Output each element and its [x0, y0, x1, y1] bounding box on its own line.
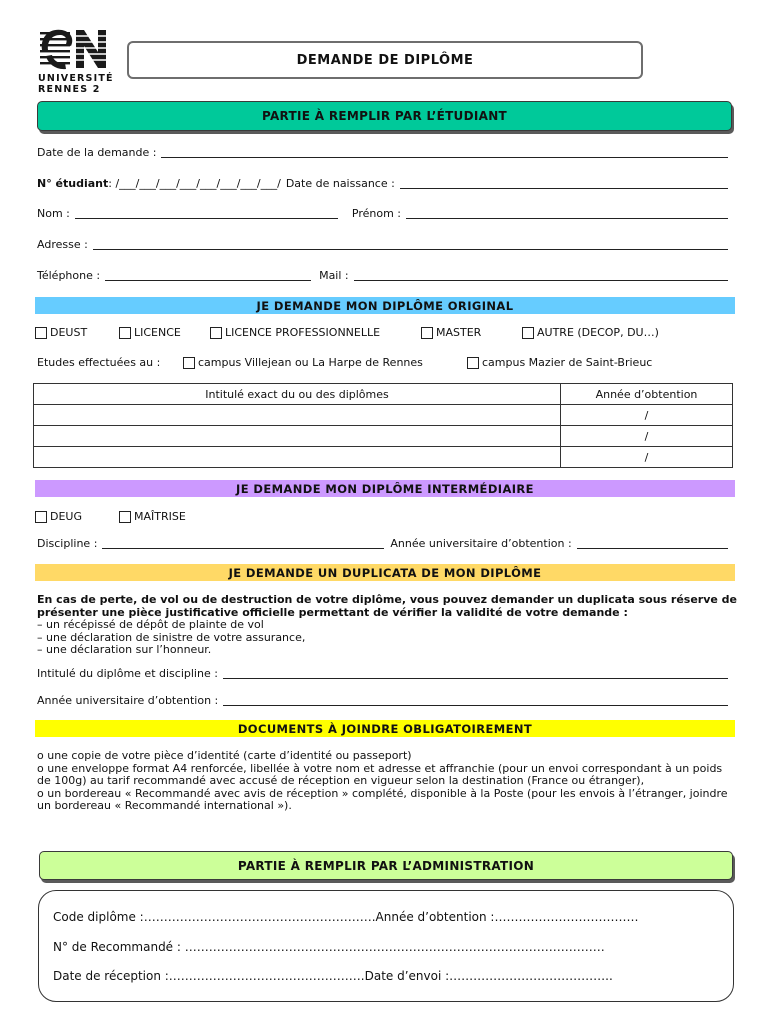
- mail-field[interactable]: [354, 280, 728, 281]
- checkbox[interactable]: [522, 327, 534, 339]
- duplicata-intitule-label: Intitulé du diplôme et discipline :: [37, 667, 218, 680]
- logo-line1: UNIVERSITÉ: [38, 73, 114, 84]
- duplicata-item: – un récépissé de dépôt de plainte de vol: [37, 618, 264, 632]
- document-item: o un bordereau « Recommandé avec avis de réception » complété, disponible à la Poste (pour les envois à l’étranger, joindre un bordereau « Recommandé international »).: [37, 786, 728, 813]
- checkbox[interactable]: [183, 357, 195, 369]
- table-cell-intitule[interactable]: [34, 405, 561, 426]
- table-header-row: [34, 384, 733, 405]
- discipline-field[interactable]: [102, 548, 384, 549]
- duplicata-intro: En cas de perte, de vol ou de destruction de votre diplôme, vous pouvez demander un duplicata sous réserve de présenter une pièce justificative officielle permettant de vérifier la validité de votre demande :: [37, 593, 738, 619]
- student-section-banner: PARTIE À REMPLIR PAR L’ÉTUDIANT: [37, 101, 732, 131]
- option-label: MASTER: [436, 326, 482, 339]
- duplicata-annee-label: Année universitaire d’obtention :: [37, 694, 219, 707]
- original-option-deust[interactable]: [35, 326, 87, 339]
- date-demande-field[interactable]: [37, 145, 730, 161]
- documents-band: DOCUMENTS À JOINDRE OBLIGATOIREMENT: [35, 720, 735, 737]
- duplicata-text: [37, 594, 737, 657]
- duplicata-band: JE DEMANDE UN DUPLICATA DE MON DIPLÔME: [35, 564, 735, 581]
- intermediate-option-deug[interactable]: [35, 510, 82, 523]
- table-cell-annee[interactable]: /: [561, 405, 733, 426]
- table-cell-intitule[interactable]: [34, 447, 561, 468]
- duplicata-item: – une déclaration sur l’honneur.: [37, 643, 212, 657]
- rennes2-logo-icon: [38, 26, 112, 72]
- admin-section-banner: PARTIE À REMPLIR PAR L’ADMINISTRATION: [39, 851, 733, 880]
- option-label: LICENCE PROFESSIONNELLE: [225, 326, 381, 339]
- nom-field[interactable]: [75, 218, 338, 219]
- checkbox[interactable]: [35, 511, 47, 523]
- table-row: [34, 405, 733, 426]
- discipline-row: [37, 536, 730, 552]
- table-row: [34, 426, 733, 447]
- checkbox[interactable]: [119, 327, 131, 339]
- admin-recommande-line: N° de Recommandé : ……………………………………………………………………………………………: [53, 940, 605, 954]
- campus-option-rennes[interactable]: [183, 356, 423, 369]
- original-option-master[interactable]: [421, 326, 481, 339]
- student-id-slots[interactable]: : /___/___/___/___/___/___/___/___/: [108, 177, 281, 190]
- original-option-licence-pro[interactable]: [210, 326, 380, 339]
- intermediate-annee-field[interactable]: [577, 548, 728, 549]
- table-cell-intitule[interactable]: [34, 426, 561, 447]
- checkbox[interactable]: [119, 511, 131, 523]
- checkbox[interactable]: [35, 327, 47, 339]
- option-label: AUTRE (DECOP, DU…): [537, 326, 659, 339]
- campus-option-saint-brieuc[interactable]: [467, 356, 652, 369]
- document-item: o une copie de votre pièce d’identité (carte d’identité ou passeport): [37, 749, 412, 762]
- option-label: MAÎTRISE: [134, 510, 186, 523]
- telephone-field[interactable]: [105, 280, 311, 281]
- nom-label: Nom :: [37, 207, 70, 220]
- telephone-label: Téléphone :: [37, 269, 101, 282]
- table-header-annee: Année d’obtention: [561, 384, 733, 405]
- duplicata-annee-field[interactable]: [37, 693, 730, 709]
- date-demande-label: Date de la demande :: [37, 146, 157, 159]
- option-label: campus Villejean ou La Harpe de Rennes: [198, 356, 423, 369]
- documents-list: [37, 750, 737, 813]
- adresse-field[interactable]: [37, 237, 730, 253]
- intermediate-annee-label: Année universitaire d’obtention :: [390, 537, 572, 550]
- duplicata-item: – une déclaration de sinistre de votre assurance,: [37, 630, 306, 644]
- page-title: DEMANDE DE DIPLÔME: [127, 41, 643, 79]
- admin-box: [38, 890, 734, 1002]
- checkbox[interactable]: [421, 327, 433, 339]
- etudes-label: Etudes effectuées au :: [37, 356, 161, 369]
- table-row: [34, 447, 733, 468]
- student-id-row: [37, 176, 730, 192]
- name-row: [37, 206, 730, 222]
- mail-label: Mail :: [319, 269, 349, 282]
- university-logo: [38, 26, 112, 96]
- checkbox[interactable]: [210, 327, 222, 339]
- intermediate-diploma-band: JE DEMANDE MON DIPLÔME INTERMÉDIAIRE: [35, 480, 735, 497]
- duplicata-intitule-field[interactable]: [37, 666, 730, 682]
- admin-code-diplome-line: Code diplôme :………………………………………………….Année d’obtention :………………………………: [53, 910, 639, 924]
- table-cell-annee[interactable]: /: [561, 426, 733, 447]
- option-label: DEUG: [50, 510, 82, 523]
- option-label: DEUST: [50, 326, 88, 339]
- discipline-label: Discipline :: [37, 537, 98, 550]
- birthdate-label: Date de naissance :: [285, 177, 395, 190]
- option-label: campus Mazier de Saint-Brieuc: [482, 356, 653, 369]
- student-id-label: N° étudiant: [37, 177, 109, 190]
- contact-row: [37, 268, 730, 284]
- adresse-label: Adresse :: [37, 238, 88, 251]
- document-item: o une enveloppe format A4 renforcée, libellée à votre nom et adresse et affranchie (pour un envoi correspondant à un poids de 100g) au tarif recommandé avec accusé de réception en vigueur selon la destination (France ou étranger),: [37, 761, 723, 788]
- admin-reception-line: Date de réception :………………………………………….Date d’envoi :…………………………………..: [53, 969, 613, 983]
- prenom-field[interactable]: [406, 218, 728, 219]
- logo-line2: RENNES 2: [38, 84, 101, 95]
- prenom-label: Prénom :: [351, 207, 401, 220]
- option-label: LICENCE: [134, 326, 181, 339]
- table-cell-annee[interactable]: /: [561, 447, 733, 468]
- diploma-table: [33, 383, 733, 468]
- original-diploma-band: JE DEMANDE MON DIPLÔME ORIGINAL: [35, 297, 735, 314]
- birthdate-field[interactable]: [400, 188, 728, 189]
- intermediate-option-maitrise[interactable]: [119, 510, 186, 523]
- checkbox[interactable]: [467, 357, 479, 369]
- original-option-autre[interactable]: [522, 326, 659, 339]
- original-option-licence[interactable]: [119, 326, 181, 339]
- table-header-intitule: Intitulé exact du ou des diplômes: [34, 384, 561, 405]
